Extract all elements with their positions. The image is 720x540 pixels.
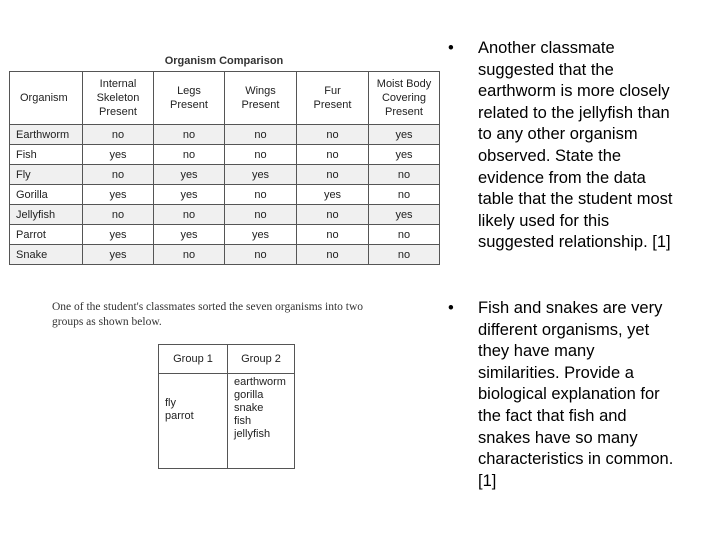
cell-value: no xyxy=(297,245,369,265)
cell-value: no xyxy=(297,145,369,165)
cell-value: no xyxy=(154,145,225,165)
table-title: Organism Comparison xyxy=(164,55,284,67)
sorting-caption xyxy=(52,300,412,330)
cell-organism: Parrot xyxy=(10,225,83,245)
group-2-item: jellyfish xyxy=(234,428,271,440)
cell-value: no xyxy=(369,225,440,245)
group-2-item: snake xyxy=(234,402,264,414)
question-line: suggested that the xyxy=(478,60,614,79)
question-line: characteristics in common. xyxy=(478,450,674,469)
bullet-icon: • xyxy=(448,298,454,317)
question-line: biological explanation for xyxy=(478,385,660,404)
cell-organism: Jellyfish xyxy=(10,205,83,225)
cell-value: yes xyxy=(369,205,440,225)
question-line: suggested relationship. [1] xyxy=(478,233,671,252)
cell-value: no xyxy=(297,125,369,145)
table-row xyxy=(10,185,440,205)
group-2-list xyxy=(228,374,294,441)
cell-value: no xyxy=(297,165,369,185)
group-1-cell xyxy=(159,374,228,469)
column-header-organism xyxy=(10,72,83,125)
cell-value: no xyxy=(83,125,154,145)
table-row xyxy=(10,245,440,265)
cell-value: yes xyxy=(369,125,440,145)
question-line: to any other organism xyxy=(478,125,638,144)
question-line: related to the jellyfish than xyxy=(478,103,670,122)
cell-organism: Fish xyxy=(10,145,83,165)
cell-value: yes xyxy=(83,185,154,205)
cell-value: no xyxy=(369,165,440,185)
cell-value: no xyxy=(83,165,154,185)
header-line: Moist Body xyxy=(376,78,432,90)
question-line: Fish and snakes are very xyxy=(478,298,663,317)
column-header-fur xyxy=(297,72,369,125)
column-header-group-2: Group 2 xyxy=(228,345,295,374)
header-line: Legs xyxy=(177,85,201,97)
organism-comparison xyxy=(9,55,440,265)
cell-value: yes xyxy=(154,185,225,205)
cell-organism: Fly xyxy=(10,165,83,185)
table-row xyxy=(10,165,440,185)
table-header-row xyxy=(10,72,440,125)
group-1-item: parrot xyxy=(165,410,194,422)
cell-value: no xyxy=(369,245,440,265)
group-2-cell xyxy=(228,374,295,469)
question-line: different organisms, yet xyxy=(478,320,650,339)
question-fish-snakes xyxy=(448,298,720,492)
cell-value: yes xyxy=(83,225,154,245)
question-line: likely used for this xyxy=(478,211,610,230)
question-line: they have many xyxy=(478,342,595,361)
cell-value: no xyxy=(225,245,297,265)
groups-table xyxy=(158,344,295,469)
table-row xyxy=(10,145,440,165)
question-line: snakes have so many xyxy=(478,428,638,447)
cell-value: no xyxy=(225,145,297,165)
question-line: observed. State the xyxy=(478,146,622,165)
header-line: Fur xyxy=(324,85,341,97)
cell-value: yes xyxy=(297,185,369,205)
groups-body-row xyxy=(159,374,295,469)
group-1-list xyxy=(159,374,227,423)
cell-value: no xyxy=(225,125,297,145)
cell-value: no xyxy=(83,205,154,225)
caption-line: One of the student's classmates sorted the seven organisms into two xyxy=(52,301,364,313)
header-line: Present xyxy=(99,106,137,118)
cell-value: yes xyxy=(154,165,225,185)
cell-value: no xyxy=(154,205,225,225)
cell-value: yes xyxy=(225,165,297,185)
column-header-wings xyxy=(225,72,297,125)
group-2-item: fish xyxy=(234,415,252,427)
organism-comparison-table xyxy=(9,71,440,265)
question-line: the fact that fish and xyxy=(478,406,627,425)
cell-value: yes xyxy=(154,225,225,245)
column-header-legs xyxy=(154,72,225,125)
group-2-item: gorilla xyxy=(234,389,264,401)
table-row xyxy=(10,225,440,245)
header-line: Present xyxy=(385,106,423,118)
column-header-moist-body xyxy=(369,72,440,125)
question-line: similarities. Provide a xyxy=(478,363,634,382)
cell-value: yes xyxy=(83,245,154,265)
cell-value: no xyxy=(225,185,297,205)
header-line: Present xyxy=(313,99,352,111)
cell-value: yes xyxy=(83,145,154,165)
cell-organism: Earthworm xyxy=(10,125,83,145)
group-2-item: earthworm xyxy=(234,376,286,388)
question-list xyxy=(448,38,720,492)
header-line: Present xyxy=(241,99,280,111)
column-header-internal-skeleton xyxy=(83,72,154,125)
table-row xyxy=(10,125,440,145)
header-line: Covering xyxy=(381,92,427,104)
header-line: Skeleton xyxy=(96,92,140,104)
bullet-icon: • xyxy=(448,39,454,57)
table-row xyxy=(10,205,440,225)
question-line: table that the student most xyxy=(478,190,673,209)
groups-header-row xyxy=(159,345,295,374)
cell-value: no xyxy=(297,225,369,245)
group-1-item: fly xyxy=(165,397,176,409)
cell-organism: Gorilla xyxy=(10,185,83,205)
header-line: Wings xyxy=(245,85,276,97)
cell-value: no xyxy=(154,245,225,265)
cell-value: no xyxy=(154,125,225,145)
cell-value: no xyxy=(297,205,369,225)
cell-value: no xyxy=(369,185,440,205)
cell-value: yes xyxy=(369,145,440,165)
header-line: Organism xyxy=(20,92,68,104)
column-header-group-1: Group 1 xyxy=(159,345,228,374)
cell-organism: Snake xyxy=(10,245,83,265)
header-line: Internal xyxy=(99,78,137,90)
question-line: Another classmate xyxy=(478,39,615,57)
question-earthworm-jellyfish xyxy=(448,38,720,254)
question-line: evidence from the data xyxy=(478,168,646,187)
header-line: Present xyxy=(170,99,208,111)
question-line: [1] xyxy=(478,471,497,490)
cell-value: no xyxy=(225,205,297,225)
cell-value: yes xyxy=(225,225,297,245)
caption-line: groups as shown below. xyxy=(52,316,162,328)
question-line: earthworm is more closely xyxy=(478,82,670,101)
